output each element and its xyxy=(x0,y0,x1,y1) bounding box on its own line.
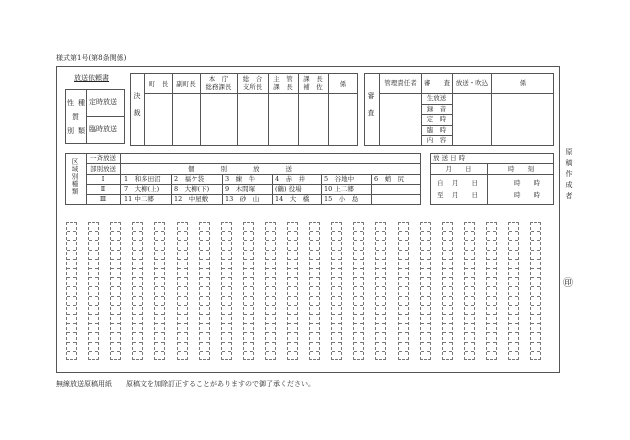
schedule-from-md: 月 日 xyxy=(452,179,478,187)
manuscript-column[interactable] xyxy=(309,222,320,360)
request-title: 放送依頼書 xyxy=(74,74,109,82)
district-cell: 9 木間塚 xyxy=(225,185,256,193)
type-char-2: 種 xyxy=(78,99,85,107)
footer-title: 無線放送原稿用紙 xyxy=(56,380,112,388)
manuscript-column[interactable] xyxy=(464,222,475,360)
manuscript-column[interactable] xyxy=(132,222,143,360)
district-cell: 2 福ケ袋 xyxy=(174,175,205,183)
district-cell: (鶴) 役場 xyxy=(275,185,302,193)
manuscript-column[interactable] xyxy=(110,222,121,360)
type-char-3: 質 xyxy=(72,113,79,121)
review-item-2: 定 時 xyxy=(426,115,447,124)
district-header-all: 一斉放送 xyxy=(90,154,116,162)
form-number: 様式第1号(第8条関係) xyxy=(56,54,127,62)
review-col-broadcast: 放送・吹込 xyxy=(455,79,489,87)
district-cell: 7 大柳(上) xyxy=(124,185,160,193)
schedule-time-header: 時 刻 xyxy=(508,165,534,173)
manuscript-column[interactable] xyxy=(199,222,210,360)
district-cell: 3 練 牛 xyxy=(225,175,256,183)
district-row-2-roman: Ⅱ xyxy=(100,185,106,193)
review-item-4: 内 容 xyxy=(426,136,447,145)
approval-col-4: 主 管 課 長 xyxy=(273,75,293,92)
option-regular: 定時放送 xyxy=(89,98,117,106)
district-cell: 15 小 島 xyxy=(324,195,359,203)
district-row-1-roman: Ⅰ xyxy=(101,175,105,183)
review-col-staff: 係 xyxy=(519,79,527,87)
approval-col-2: 本 庁 総務課長 xyxy=(205,75,232,92)
approval-col-3: 総 合 支所長 xyxy=(242,75,263,92)
manuscript-column[interactable] xyxy=(398,222,409,360)
type-char-5: 類 xyxy=(78,127,85,135)
author-label: 原稿作成者 xyxy=(565,148,573,203)
district-cell: 12 中屋敷 xyxy=(174,195,209,203)
district-cell: 4 赤 井 xyxy=(275,175,306,183)
manuscript-column[interactable] xyxy=(66,222,77,360)
review-item-0: 生放送 xyxy=(426,94,447,102)
district-cell: 10 上二郷 xyxy=(324,185,354,193)
approval-col-0: 町 長 xyxy=(148,80,169,88)
seal-mark: ㊞ xyxy=(563,278,573,289)
approval-col-5: 課 長 補 佐 xyxy=(303,75,323,92)
district-label: 区域別種類 xyxy=(70,158,79,196)
manuscript-column[interactable] xyxy=(287,222,298,360)
district-cell: 1 和多田沼 xyxy=(124,175,161,183)
district-row-3-roman: Ⅲ xyxy=(99,195,107,203)
manuscript-column[interactable] xyxy=(420,222,431,360)
schedule-from-label: 自 xyxy=(437,179,444,187)
manuscript-column[interactable] xyxy=(221,222,232,360)
district-header-part: 部別放送 xyxy=(90,165,116,173)
manuscript-column[interactable] xyxy=(88,222,99,360)
district-cell: 6 蛸 尻 xyxy=(374,175,405,183)
manuscript-column[interactable] xyxy=(331,222,342,360)
schedule-from-hour: 時 時 xyxy=(514,179,540,187)
district-cell: 14 大 橋 xyxy=(275,195,310,203)
district-cell: 13 砂 山 xyxy=(225,195,260,203)
approval-label: 決裁 xyxy=(133,92,141,126)
manuscript-column[interactable] xyxy=(243,222,254,360)
schedule-to-label: 至 xyxy=(437,191,444,199)
review-label: 審査 xyxy=(367,92,375,126)
manuscript-column[interactable] xyxy=(154,222,165,360)
district-cell: 11 中二郷 xyxy=(124,195,154,203)
review-col-review: 審 査 xyxy=(424,79,450,87)
manuscript-column[interactable] xyxy=(177,222,188,360)
type-char-4: 別 xyxy=(67,127,74,135)
footer-note: 原稿文を加除訂正することがありますので御了承ください。 xyxy=(126,380,315,388)
district-cell: 5 谷地中 xyxy=(324,175,355,183)
option-temporary: 臨時放送 xyxy=(89,125,117,133)
manuscript-column[interactable] xyxy=(508,222,519,360)
manuscript-column[interactable] xyxy=(442,222,453,360)
manuscript-column[interactable] xyxy=(265,222,276,360)
schedule-monthday-header: 月 日 xyxy=(445,165,472,173)
manuscript-column[interactable] xyxy=(375,222,386,360)
review-item-1: 録 音 xyxy=(426,104,447,113)
manuscript-column[interactable] xyxy=(530,222,541,360)
district-header-individual: 個 別 放 送 xyxy=(188,165,292,173)
district-cell: 8 大柳(下) xyxy=(174,185,210,193)
manuscript-column[interactable] xyxy=(353,222,364,360)
review-item-3: 臨 時 xyxy=(426,125,447,134)
type-char-1: 性 xyxy=(67,99,74,107)
schedule-to-hour: 時 時 xyxy=(514,191,540,199)
approval-col-1: 副町長 xyxy=(176,80,196,88)
manuscript-column[interactable] xyxy=(486,222,497,360)
schedule-to-md: 月 日 xyxy=(452,191,478,199)
approval-col-6: 係 xyxy=(339,80,347,88)
review-col-manager: 管理責任者 xyxy=(384,79,417,87)
schedule-title: 放 送 日 時 xyxy=(433,154,466,162)
